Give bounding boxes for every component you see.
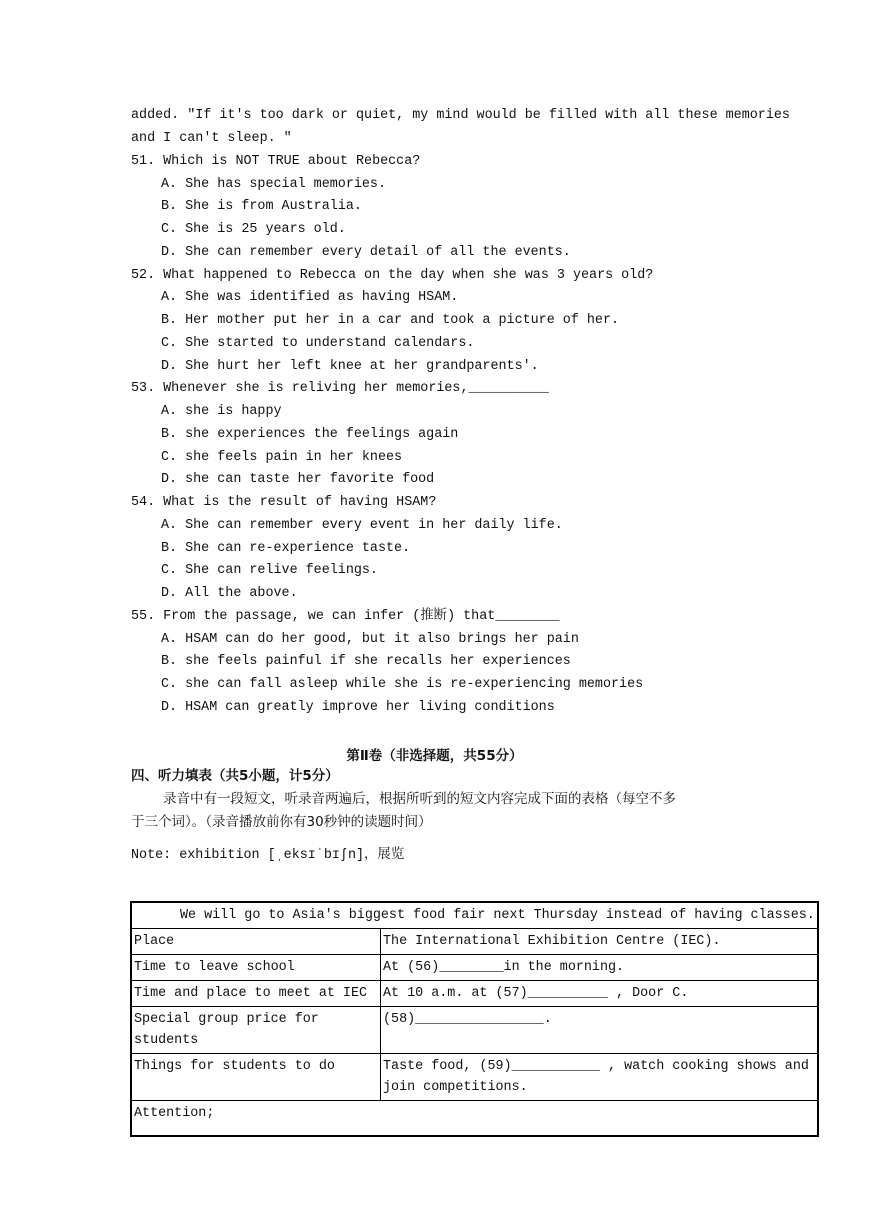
question-53-option-b: B. she experiences the feelings again: [161, 427, 459, 442]
table-row: [131, 1054, 818, 1101]
question-54-option-a: A. She can remember every event in her daily life.: [161, 518, 563, 533]
question-55-stem: 55. From the passage, we can infer (推断) that________: [131, 609, 560, 624]
listening-table: [130, 901, 819, 1137]
row-label-meet: Time and place to meet at IEC: [131, 981, 381, 1007]
question-52-stem: 52. What happened to Rebecca on the day when she was 3 years old?: [131, 268, 654, 283]
question-52-option-b: B. Her mother put her in a car and took a picture of her.: [161, 313, 620, 328]
section-2-title: 第Ⅱ卷（非选择题，共55分）: [346, 748, 523, 764]
table-row: [131, 1007, 818, 1054]
row-value-blank-58: (58)________________.: [381, 1007, 818, 1054]
row-value-blank-56: At (56)________in the morning.: [381, 955, 818, 981]
passage-line-2: and I can't sleep. ": [131, 131, 292, 146]
question-54-option-c: C. She can relive feelings.: [161, 563, 378, 578]
question-53-stem: 53. Whenever she is reliving her memories,__________: [131, 381, 549, 396]
instructions-line-1: 录音中有一段短文，听录音两遍后，根据所听到的短文内容完成下面的表格（每空不多: [163, 791, 676, 807]
question-51-option-d: D. She can remember every detail of all the events.: [161, 245, 571, 260]
row-value-place: The International Exhibition Centre (IEC).: [381, 929, 818, 955]
row-label-leave-time: Time to leave school: [131, 955, 381, 981]
question-55-option-a: A. HSAM can do her good, but it also brings her pain: [161, 632, 579, 647]
table-row: [131, 981, 818, 1007]
question-53-option-d: D. she can taste her favorite food: [161, 472, 435, 487]
question-52-option-c: C. She started to understand calendars.: [161, 336, 475, 351]
table-attention-row: [131, 1101, 818, 1137]
instructions-line-2: 于三个词）。（录音播放前你有30秒钟的读题时间）: [131, 814, 432, 830]
row-label-place: Place: [131, 929, 381, 955]
passage-line-1: added. "If it's too dark or quiet, my mind would be filled with all these memories: [131, 108, 790, 123]
row-label-activities: Things for students to do: [131, 1054, 381, 1101]
question-55-option-b: B. she feels painful if she recalls her experiences: [161, 654, 571, 669]
question-55-option-d: D. HSAM can greatly improve her living conditions: [161, 700, 555, 715]
question-54-option-d: D. All the above.: [161, 586, 298, 601]
question-53-option-a: A. she is happy: [161, 404, 282, 419]
row-value-blank-57: At 10 a.m. at (57)__________ , Door C.: [381, 981, 818, 1007]
question-51-option-c: C. She is 25 years old.: [161, 222, 346, 237]
attention-label: Attention;: [131, 1101, 818, 1137]
question-53-option-c: C. she feels pain in her knees: [161, 450, 403, 465]
question-55-option-c: C. she can fall asleep while she is re-experiencing memories: [161, 677, 644, 692]
table-title-row: [131, 902, 818, 929]
vocabulary-note: Note: exhibition [ˌeksɪˈbɪʃn]，展览: [131, 848, 405, 863]
question-51-option-a: A. She has special memories.: [161, 177, 386, 192]
question-51-option-b: B. She is from Australia.: [161, 199, 362, 214]
question-52-option-a: A. She was identified as having HSAM.: [161, 290, 459, 305]
question-54-stem: 54. What is the result of having HSAM?: [131, 495, 437, 510]
table-row: [131, 955, 818, 981]
row-label-price: Special group price for students: [131, 1007, 381, 1054]
table-row: [131, 929, 818, 955]
question-54-option-b: B. She can re-experience taste.: [161, 541, 411, 556]
question-52-option-d: D. She hurt her left knee at her grandparents'.: [161, 359, 539, 374]
question-51-stem: 51. Which is NOT TRUE about Rebecca?: [131, 154, 421, 169]
row-value-blank-59: Taste food, (59)___________ , watch cooking shows and join competitions.: [381, 1054, 818, 1101]
listening-part-heading: 四、听力填表（共5小题，计5分）: [131, 768, 339, 784]
table-title: We will go to Asia's biggest food fair next Thursday instead of having classes.: [131, 902, 818, 929]
